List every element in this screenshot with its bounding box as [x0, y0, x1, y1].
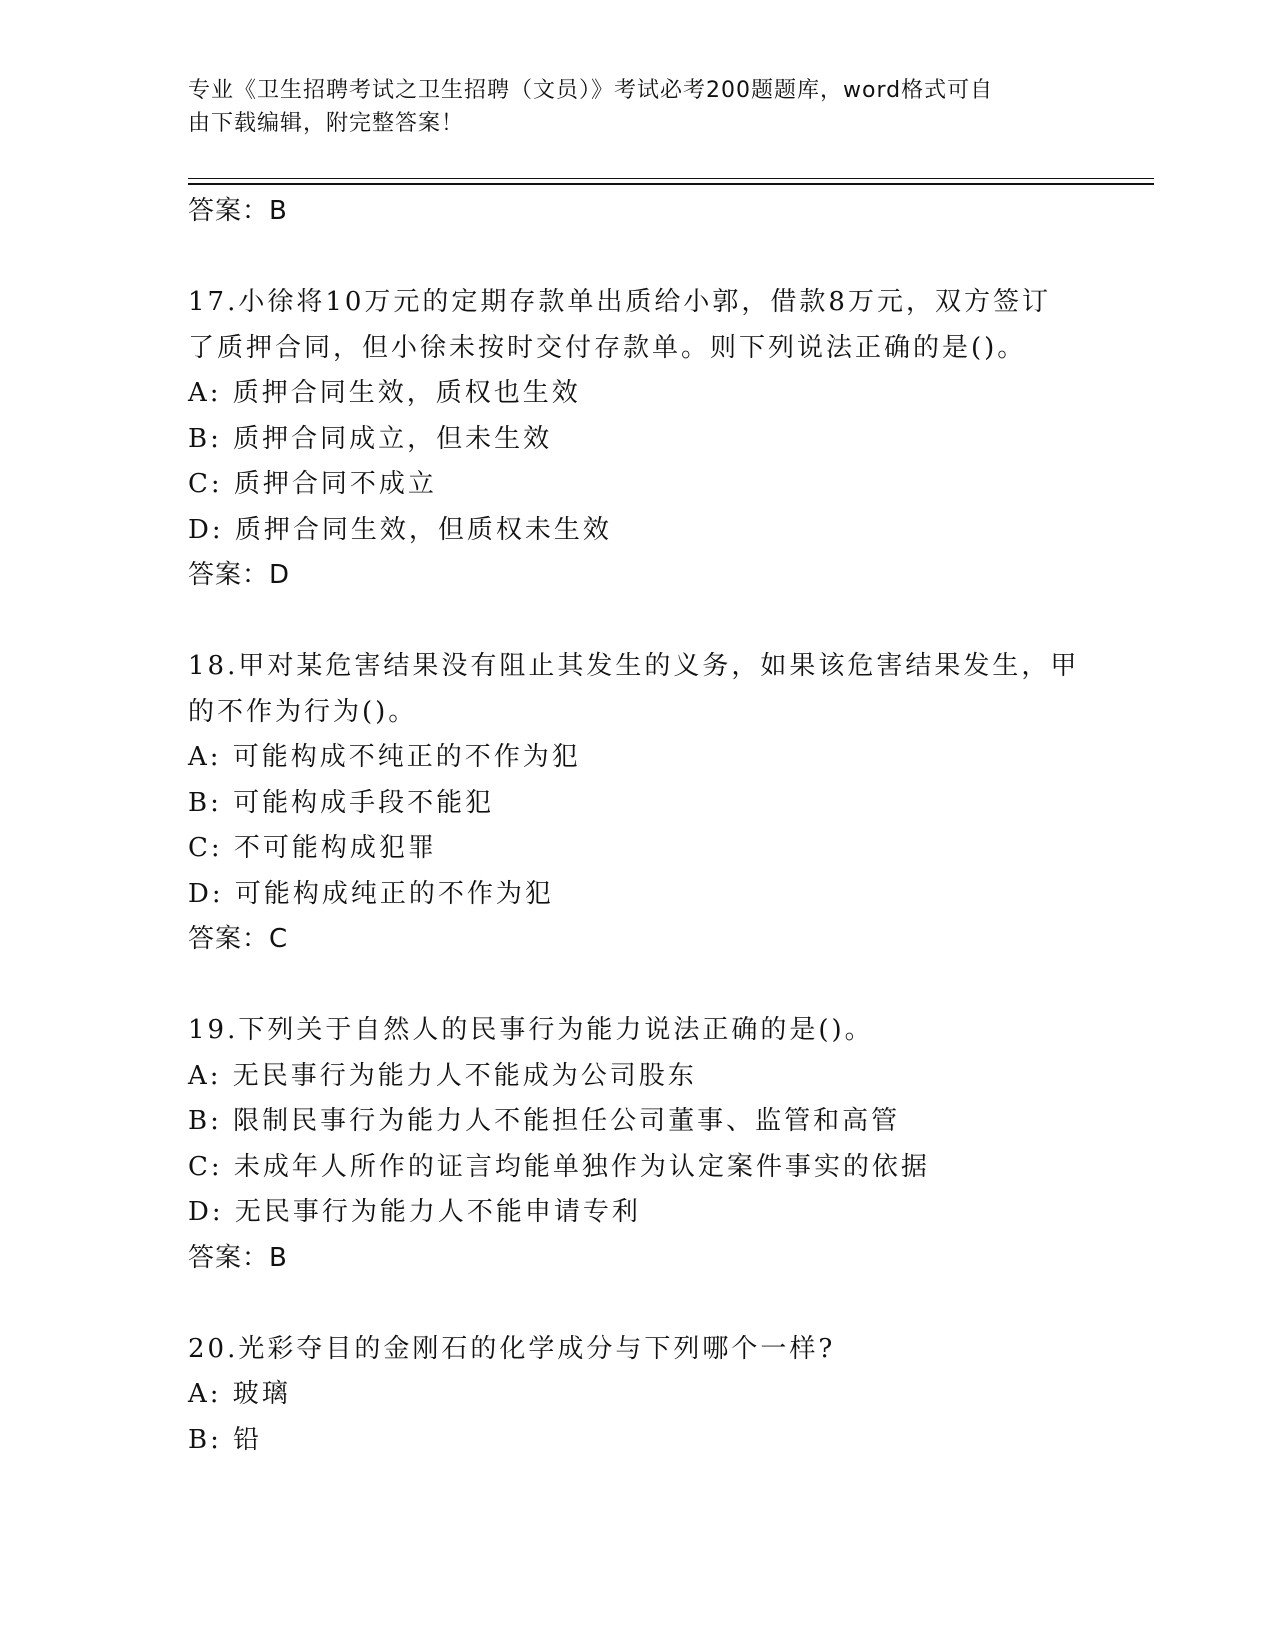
question-stem-line: 17.小徐将10万元的定期存款单出质给小郭，借款8万元，双方签订	[188, 287, 1051, 317]
header-line-1: 专业《卫生招聘考试之卫生招聘（文员）》考试必考200题题库，word格式可自	[188, 78, 994, 103]
option-b: B: 质押合同成立，但未生效	[188, 423, 553, 454]
question-block	[188, 280, 1088, 599]
header-divider-thick	[188, 183, 1154, 185]
option-a: A: 可能构成不纯正的不作为犯	[188, 742, 581, 772]
question-stem-line: 的不作为行为()。	[188, 696, 418, 727]
option-b: B: 限制民事行为能力人不能担任公司董事、监管和高管	[188, 1106, 901, 1136]
answer-line: 答案：B	[188, 1242, 288, 1273]
answer-line: 答案：C	[188, 924, 289, 954]
answer-line: 答案：B	[188, 196, 288, 226]
option-a: A: 无民事行为能力人不能成为公司股东	[188, 1060, 697, 1091]
option-c: C: 不可能构成犯罪	[188, 833, 437, 863]
option-c: C: 质押合同不成立	[188, 469, 437, 499]
question-stem-line: 18.甲对某危害结果没有阻止其发生的义务，如果该危害结果发生，甲	[188, 651, 1080, 681]
question-stem-line: 了质押合同，但小徐未按时交付存款单。则下列说法正确的是()。	[188, 332, 1027, 363]
question-stem-line: 19.下列关于自然人的民事行为能力说法正确的是()。	[188, 1015, 874, 1045]
document-header	[188, 74, 1068, 140]
answer-line: 答案：D	[188, 560, 291, 590]
option-d: D: 无民事行为能力人不能申请专利	[188, 1197, 641, 1227]
option-d: D: 可能构成纯正的不作为犯	[188, 878, 554, 909]
question-block	[188, 644, 1088, 963]
option-a: A: 玻璃	[188, 1379, 291, 1409]
question-stem-line: 20.光彩夺目的金刚石的化学成分与下列哪个一样?	[188, 1333, 836, 1364]
option-a: A: 质押合同生效，质权也生效	[188, 378, 581, 408]
question-block	[188, 1327, 1088, 1464]
option-b: B: 可能构成手段不能犯	[188, 787, 495, 818]
option-c: C: 未成年人所作的证言均能单独作为认定案件事实的依据	[188, 1151, 930, 1182]
question-block	[188, 1008, 1088, 1281]
header-divider-thin	[188, 178, 1154, 179]
option-b: B: 铅	[188, 1424, 263, 1455]
header-line-2: 由下载编辑，附完整答案！	[188, 111, 465, 136]
option-d: D: 质押合同生效，但质权未生效	[188, 514, 612, 545]
document-body	[188, 189, 1088, 1463]
